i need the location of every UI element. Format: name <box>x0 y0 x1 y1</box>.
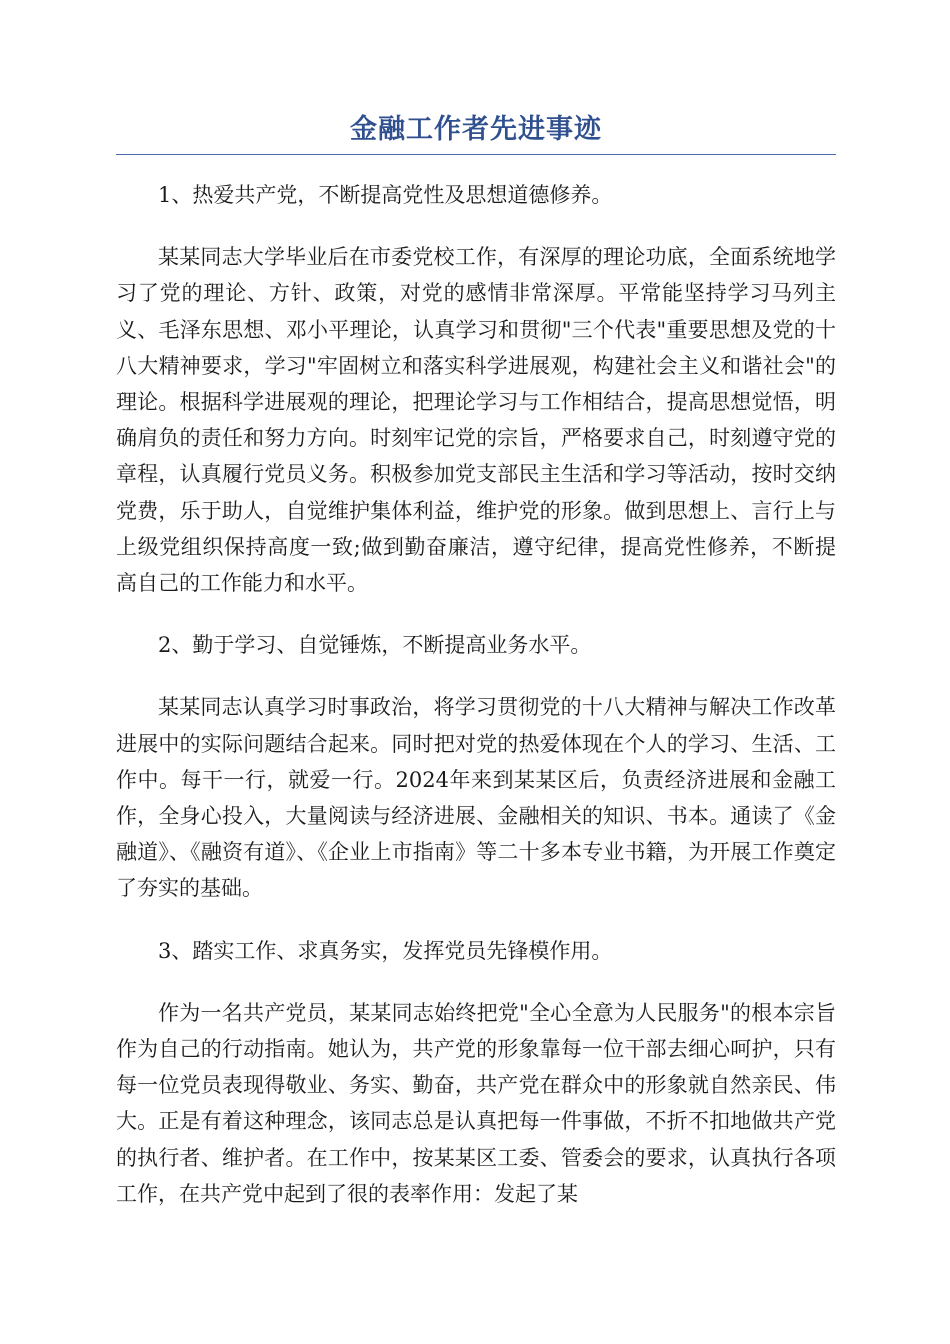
section-body-2: 某某同志认真学习时事政治，将学习贯彻党的十八大精神与解决工作改革进展中的实际问题结合起来。同时把对党的热爱体现在个人的学习、生活、工作中。每干一行，就爱一行。2024年来到某某区后，负责经济进展和金融工作，全身心投入，大量阅读与经济进展、金融相关的知识、书本。通读了《金融道》、《融资有道》、《企业上市指南》等二十多本专业书籍，为开展工作奠定了夯实的基础。 <box>116 695 836 901</box>
section-body-1: 某某同志大学毕业后在市委党校工作，有深厚的理论功底，全面系统地学习了党的理论、方针、政策，对党的感情非常深厚。平常能坚持学习马列主义、毛泽东思想、邓小平理论，认真学习和贯彻"三个代表"重要思想及党的十八大精神要求，学习"牢固树立和落实科学进展观，构建社会主义和谐社会"的理论。根据科学进展观的理论，把理论学习与工作相结合，提高思想觉悟，明确肩负的责任和努力方向。时刻牢记党的宗旨，严格要求自己，时刻遵守党的章程，认真履行党员义务。积极参加党支部民主生活和学习等活动，按时交纳党费，乐于助人，自觉维护集体利益，维护党的形象。做到思想上、言行上与上级党组织保持高度一致;做到勤奋廉洁，遵守纪律，提高党性修养，不断提高自己的工作能力和水平。 <box>116 245 836 596</box>
document-title: 金融工作者先进事迹 <box>116 110 836 155</box>
section-heading-3: 3、踏实工作、求真务实，发挥党员先锋模作用。 <box>158 938 613 963</box>
section-heading-2: 2、勤于学习、自觉锤炼，不断提高业务水平。 <box>158 633 592 658</box>
section-heading-1: 1、热爱共产党，不断提高党性及思想道德修养。 <box>158 183 613 207</box>
section-body-3: 作为一名共产党员，某某同志始终把党"全心全意为人民服务"的根本宗旨作为自己的行动指南。她认为，共产党的形象靠每一位干部去细心呵护，只有每一位党员表现得敬业、务实、勤奋，共产党在群众中的形象就自然亲民、伟大。正是有着这种理念，该同志总是认真把每一件事做，不折不扣地做共产党的执行者、维护者。在工作中，按某某区工委、管委会的要求，认真执行各项工作，在共产党中起到了很的表率作用：发起了某 <box>116 1000 836 1206</box>
document-page <box>116 110 836 1238</box>
